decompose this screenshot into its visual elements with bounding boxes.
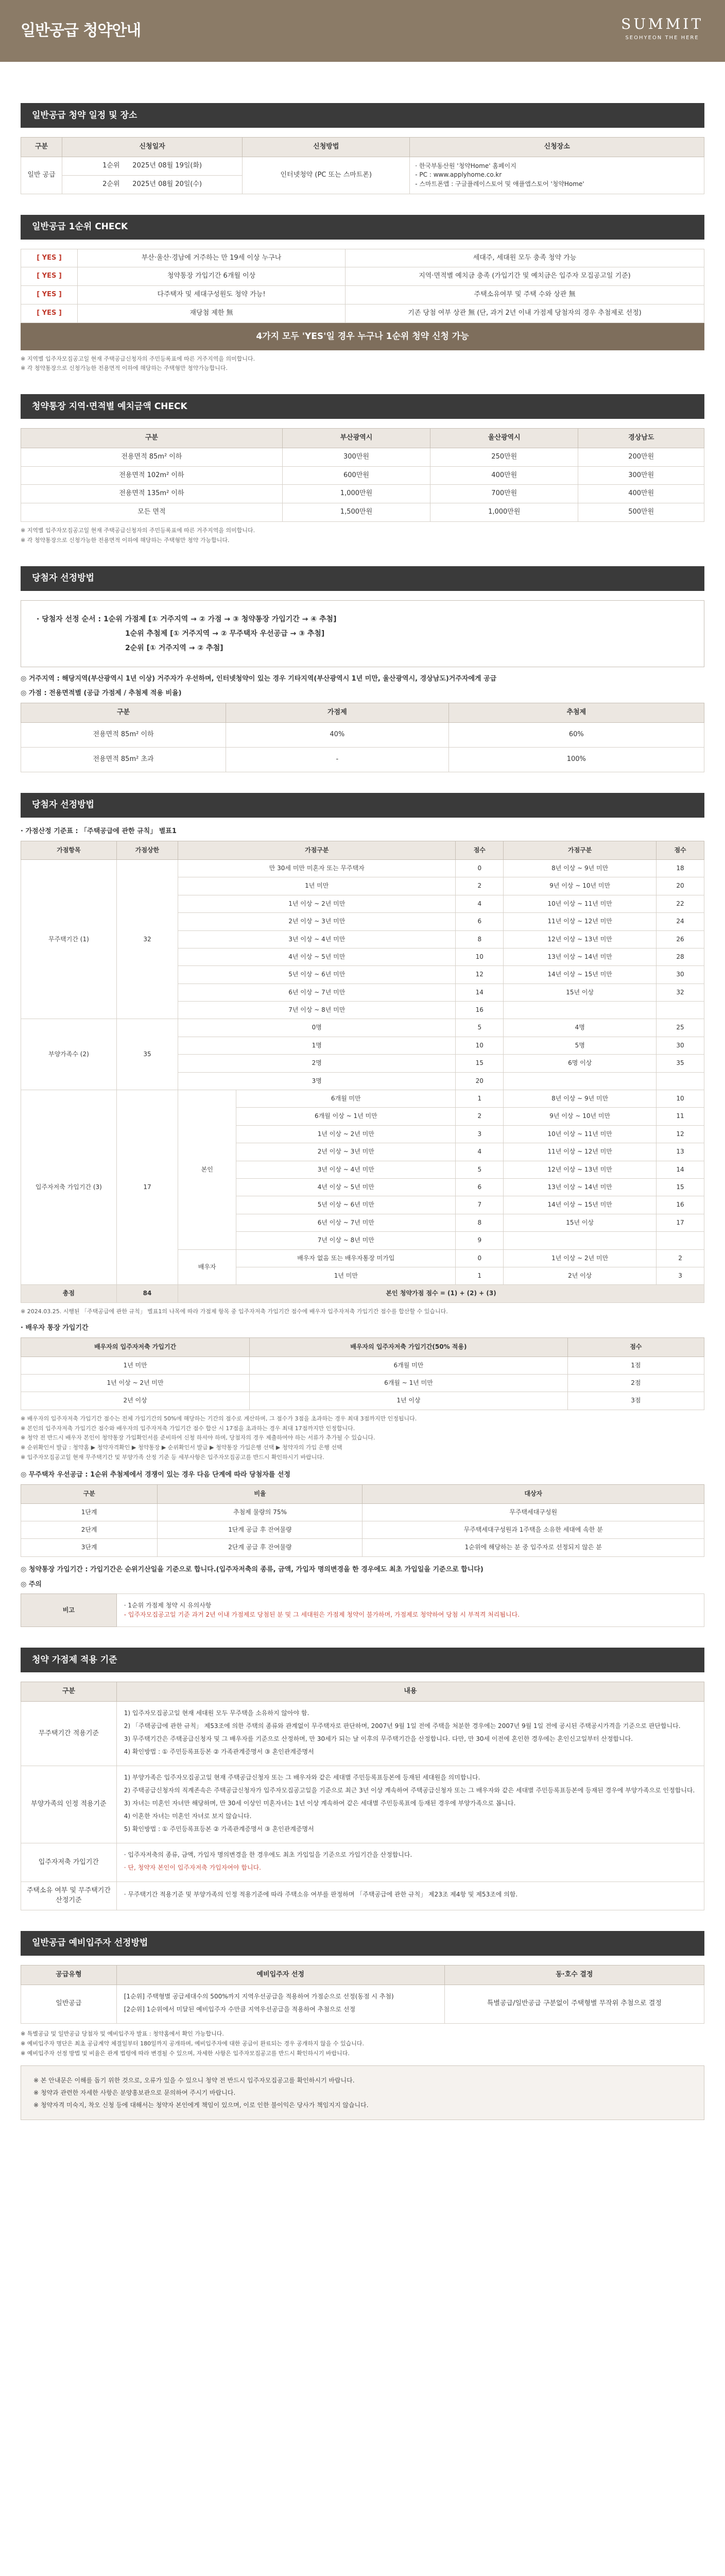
td: 600만원	[282, 466, 430, 485]
line: 3) 자녀는 미혼인 자녀만 해당하며, 만 30세 이상인 미혼자녀는 1년 이상 계속하여 같은 세대별 주민등록표에 등재된 경우에 부양가족으로 봅니다.	[124, 1799, 516, 1807]
order-line: · 당첨자 선정 순서 : 1순위 가점제 [① 거주지역 → ② 가점 → ③ 청약통장 가입기간 → ④ 추첨]	[37, 615, 337, 623]
td: 4년 이상 ~ 5년 미만	[178, 948, 456, 965]
td	[504, 1232, 657, 1249]
td	[657, 1232, 704, 1249]
td: 13년 이상 ~ 14년 미만	[504, 1179, 657, 1196]
td-group: 일반 공급	[21, 157, 62, 194]
note: ※ 각 청약통장으로 신청가능한 전용면적 이하에 해당하는 주택형만 청약가능합니다.	[21, 365, 228, 372]
check-question: 재당첨 제한 無	[78, 304, 346, 323]
td: 7년 이상 ~ 8년 미만	[178, 1002, 456, 1019]
td: 8	[456, 1214, 504, 1231]
td: 1년 이상 ~ 2년 미만	[504, 1249, 657, 1267]
check-question: 다주택자 및 세대구성원도 청약 가능!	[78, 286, 346, 304]
td: 11년 이상 ~ 12년 미만	[504, 913, 657, 930]
score-section	[21, 793, 704, 1627]
th: 점수	[456, 841, 504, 859]
td: 11년 이상 ~ 12년 미만	[504, 1143, 657, 1161]
td-method: 인터넷청약 (PC 또는 스마트폰)	[243, 157, 410, 194]
td: 14년 이상 ~ 15년 미만	[504, 966, 657, 984]
td: 3단계	[21, 1539, 158, 1556]
td: 26	[657, 930, 704, 948]
item-label: 부양가족수 (2)	[21, 1019, 117, 1090]
disclaimer-line: ※ 본 안내문은 이해를 돕기 위한 것으로, 오류가 있을 수 있으니 청약 전 반드시 입주자모집공고를 확인하시기 바랍니다.	[33, 2077, 355, 2084]
td: 100%	[448, 747, 704, 772]
first-rank-check-section	[21, 215, 704, 374]
td: 1,500만원	[282, 503, 430, 522]
check-summary: 4가지 모두 'YES'일 경우 누구나 1순위 청약 신청 가능	[21, 323, 704, 350]
line: 1) 부양가족은 입주자모집공고일 현재 주택공급신청자 또는 그 배우자와 같은 세대별 주민등록표등본에 등재된 세대원을 의미합니다.	[124, 1773, 480, 1781]
td: 10년 이상 ~ 11년 미만	[504, 1125, 657, 1143]
page-title: 일반공급 청약안내	[21, 22, 141, 40]
total-formula: 본인 청약가점 점수 = (1) + (2) + (3)	[178, 1285, 704, 1302]
table-row	[21, 1019, 704, 1037]
td: 6개월 미만	[236, 1090, 456, 1108]
score-table	[21, 841, 704, 1303]
sub-label: 본인	[178, 1090, 236, 1250]
td: 10	[456, 948, 504, 965]
line: 4) 이혼한 자녀는 미혼인 자녀로 보지 않습니다.	[124, 1812, 252, 1820]
reserve-section	[21, 1931, 704, 2121]
schedule-table	[21, 137, 704, 194]
note: ※ 각 청약통장으로 신청가능한 전용면적 이하에 해당하는 주택형만 청약 가능합니다.	[21, 536, 230, 544]
th: 가점구분	[504, 841, 657, 859]
td: 5명	[504, 1037, 657, 1054]
line: 1) 입주자모집공고일 현재 세대원 모두 무주택을 소유하지 않아야 함.	[124, 1709, 309, 1717]
td: 13년 이상 ~ 14년 미만	[504, 948, 657, 965]
disclaimer-line: ※ 청약과 관련한 자세한 사항은 분양홍보관으로 문의하여 주시기 바랍니다.	[33, 2089, 236, 2097]
td: 24	[657, 913, 704, 930]
th: 가점상한	[116, 841, 178, 859]
td: 전용면적 135m² 이하	[21, 485, 283, 503]
priority-table	[21, 1484, 704, 1557]
td: 12	[657, 1125, 704, 1143]
deposit-table	[21, 428, 704, 522]
td	[657, 1072, 704, 1090]
td: 5	[456, 1161, 504, 1178]
td: 2년 이상	[504, 1267, 657, 1284]
order-box	[21, 600, 704, 667]
th: 공급유형	[21, 1965, 117, 1985]
th: 신청방법	[243, 138, 410, 157]
note: ※ 예비입주자 선정 방법 및 비율은 관계 법령에 따라 변경될 수 있으며, 자세한 사항은 입주자모집공고를 반드시 확인하시기 바랍니다.	[21, 2050, 350, 2057]
td: 0	[456, 859, 504, 877]
td: 특별공급/일반공급 구분없이 주택형별 무작위 추첨으로 결정	[444, 1985, 704, 2023]
yes-tag: [ YES ]	[21, 267, 78, 286]
td: 25	[657, 1019, 704, 1037]
note: ※ 본인의 입주자저축 가입기간 점수와 배우자의 입주자저축 가입기간 점수 합산 시 17점을 초과하는 경우 최대 17점까지만 인정합니다.	[21, 1425, 355, 1432]
period-title: ◎ 청약통장 가입기간 : 가입기간은 순위기산일을 기준으로 합니다.(입주자저축의 종류, 금액, 가입자 명의변경을 한 경우에도 최초 가입일을 기준으로 합니다)	[21, 1565, 484, 1573]
th: 대상자	[362, 1485, 704, 1503]
td: 22	[657, 895, 704, 912]
td: 1,000만원	[282, 485, 430, 503]
th: 신청장소	[410, 138, 704, 157]
td-label: 무주택기간 적용기준	[21, 1701, 117, 1766]
td	[62, 157, 243, 175]
logo-text: SUMMIT	[621, 15, 703, 32]
td-content	[116, 1882, 704, 1910]
td: 전용면적 85m² 이하	[21, 448, 283, 466]
th: 동·호수 결정	[444, 1965, 704, 1985]
etc-line: - 입주자모집공고일 기준 과거 2년 이내 가점제로 당첨된 분 및 그 세대원은 가점제 청약이 불가하며, 가점제로 청약하여 당첨 시 부적격 처리됩니다.	[124, 1611, 520, 1618]
td: 15년 이상	[504, 984, 657, 1001]
td: 30	[657, 1037, 704, 1054]
round-date: 2025년 08월 20일(수)	[132, 180, 202, 188]
td: 12년 이상 ~ 13년 미만	[504, 930, 657, 948]
schedule-section	[21, 103, 704, 194]
notes	[21, 1414, 704, 1462]
section-title: 청약 가점제 적용 기준	[21, 1648, 704, 1672]
td: 2단계	[21, 1521, 158, 1538]
td: 2점	[567, 1375, 704, 1392]
td: 3	[657, 1267, 704, 1284]
td: 5	[456, 1019, 504, 1037]
item-max: 17	[116, 1090, 178, 1285]
td: 4	[456, 895, 504, 912]
line: · 단, 청약자 본인이 입주자저축 가입자여야 합니다.	[124, 1863, 261, 1871]
td: 17	[657, 1214, 704, 1231]
td: 4	[456, 1143, 504, 1161]
td: 15	[657, 1179, 704, 1196]
total-max: 84	[116, 1285, 178, 1302]
td: 700만원	[430, 485, 578, 503]
notes	[21, 526, 704, 545]
item-max: 32	[116, 859, 178, 1019]
th: 가점항목	[21, 841, 117, 859]
td: 200만원	[578, 448, 704, 466]
td: 3년 이상 ~ 4년 미만	[178, 930, 456, 948]
criteria-section	[21, 1648, 704, 1910]
brand-logo	[621, 16, 703, 42]
note: ※ 특별공급 및 일반공급 당첨자 및 예비입주자 발표 : 청약홈에서 확인 가능합니다.	[21, 2030, 224, 2037]
line: · 무주택기간 적용기준 및 부양가족의 인정 적용기준에 따라 주택소유 여부를 판정하며 「주택공급에 관한 규칙」 제23조 제4항 및 제53조에 의함.	[124, 1891, 518, 1899]
td	[657, 1002, 704, 1019]
td: 14	[657, 1161, 704, 1178]
criteria: · 가점산정 기준표 : 「주택공급에 관한 규칙」 별표1	[21, 827, 177, 835]
td: 추첨제 물량의 75%	[158, 1503, 362, 1521]
td: 6개월 ~ 1년 미만	[250, 1375, 567, 1392]
td: 무주택세대구성원	[362, 1503, 704, 1521]
item-label: 입주자저축 가입기간 (3)	[21, 1090, 117, 1285]
sub-label: 배우자	[178, 1249, 236, 1285]
td: 2년 이상 ~ 3년 미만	[236, 1143, 456, 1161]
round-label: 1순위	[102, 161, 120, 170]
td	[62, 175, 243, 194]
td: 8년 이상 ~ 9년 미만	[504, 1090, 657, 1108]
td: 2	[456, 1108, 504, 1125]
td: 400만원	[578, 485, 704, 503]
line: 2) 「주택공급에 관한 규칙」 제53조에 의한 주택의 종류와 관계없이 무주택자로 판단하며, 2007년 9월 1일 전에 주택을 처분한 경우에는 2007년 9월 1일 전에 공시된 주택공시가격을 기준으로 판단합니다.	[124, 1722, 681, 1730]
td: 20	[456, 1072, 504, 1090]
td: 1년 미만	[178, 877, 456, 895]
td: 1단계 공급 후 잔여물량	[158, 1521, 362, 1538]
section-title: 당첨자 선정방법	[21, 566, 704, 591]
th: 울산광역시	[430, 428, 578, 448]
td: 2년 이상	[21, 1392, 250, 1410]
td: 10	[657, 1090, 704, 1108]
td: 11	[657, 1108, 704, 1125]
td: 1년 이상 ~ 2년 미만	[178, 895, 456, 912]
td: 40%	[226, 723, 449, 748]
disclaimer-line: ※ 청약자격 미숙지, 착오 신청 등에 대해서는 청약자 본인에게 책임이 있으며, 이로 인한 불이익은 당사가 책임지지 않습니다.	[33, 2102, 369, 2109]
td: 3점	[567, 1392, 704, 1410]
td: 0명	[178, 1019, 456, 1037]
order-line: 2순위 [① 거주지역 → ② 추첨]	[125, 643, 223, 652]
etc-line: · 1순위 가점제 청약 시 유의사항	[124, 1602, 212, 1609]
td-content	[116, 1843, 704, 1882]
td: 1점	[567, 1357, 704, 1374]
section-title: 일반공급 1순위 CHECK	[21, 215, 704, 240]
item-max: 35	[116, 1019, 178, 1090]
th: 배우자의 입주자저축 가입기간(50% 적용)	[250, 1338, 567, 1357]
td-content	[116, 1701, 704, 1766]
td: 전용면적 102m² 이하	[21, 466, 283, 485]
line: [2순위] 1순위에서 미달된 예비입주자 수만큼 지역우선공급을 적용하여 추첨으로 선정	[124, 2005, 356, 2013]
section-title: 당첨자 선정방법	[21, 793, 704, 818]
td: 4명	[504, 1019, 657, 1037]
td	[504, 1072, 657, 1090]
item-label: 무주택기간 (1)	[21, 859, 117, 1019]
td: 6명 이상	[504, 1055, 657, 1072]
reserve-table	[21, 1965, 704, 2024]
line: 3) 무주택기간은 주택공급신청자 및 그 배우자를 기준으로 산정하며, 만 30세가 되는 날 이후의 무주택기간을 산정합니다. 다만, 만 30세 이전에 혼인한 경우에는 혼인신고일부터 산정합니다.	[124, 1735, 633, 1742]
note: ※ 배우자의 입주자저축 가입기간 점수는 전체 가입기간의 50%에 해당하는 기간의 점수로 계산하며, 그 점수가 3점을 초과하는 경우 최대 3점까지만 인정됩니다.	[21, 1415, 417, 1422]
td: 1년 이상 ~ 2년 미만	[21, 1375, 250, 1392]
th: 신청일자	[62, 138, 243, 157]
td: 1명	[178, 1037, 456, 1054]
td: 모든 면적	[21, 503, 283, 522]
etc-table	[21, 1594, 704, 1627]
check-answer: 주택소유여부 및 주택 수와 상관 無	[346, 286, 704, 304]
round-label: 2순위	[102, 180, 120, 188]
td: 32	[657, 984, 704, 1001]
td: 1년 이상 ~ 2년 미만	[236, 1125, 456, 1143]
note: ※ 입주자모집공고일 현재 무주택기간 및 부양가족 산정 기준 등 세부사항은 입주자모집공고를 반드시 확인하시기 바랍니다.	[21, 1453, 324, 1461]
td-label: 주택소유 여부 및 무주택기간 산정기준	[21, 1882, 117, 1910]
place-line: - 스마트폰앱 : 구글플레이스토어 및 애플앱스토어 '청약Home'	[415, 180, 584, 188]
td: 1단계	[21, 1503, 158, 1521]
spouse-title: · 배우자 통장 가입기간	[21, 1324, 89, 1332]
local-note: ◎ 거주지역 : 해당지역(부산광역시 1년 이상) 거주자가 우선하며, 인터넷청약이 있는 경우 기타지역(부산광역시 1년 미만, 울산광역시, 경상남도)거주자에게 공급	[21, 674, 497, 683]
round-date: 2025년 08월 19일(화)	[132, 161, 202, 170]
yes-tag: [ YES ]	[21, 249, 78, 267]
yes-tag: [ YES ]	[21, 304, 78, 323]
td: 8	[456, 930, 504, 948]
note: ※ 청약 전 반드시 배우자 본인이 청약통장 가입확인서를 준비하여 신청 하셔야 하며, 당첨자의 경우 제출하여야 하는 서류가 추가될 수 있습니다.	[21, 1434, 375, 1442]
td: 30	[657, 966, 704, 984]
td: 12년 이상 ~ 13년 미만	[504, 1161, 657, 1178]
criteria-table	[21, 1682, 704, 1910]
td: 14년 이상 ~ 15년 미만	[504, 1196, 657, 1214]
td: 2년 이상 ~ 3년 미만	[178, 913, 456, 930]
td: 1,000만원	[430, 503, 578, 522]
th: 예비입주자 선정	[116, 1965, 444, 1985]
th: 가점구분	[178, 841, 456, 859]
note: ※ 순위확인서 발급 : 청약홈 ▶ 청약자격확인 ▶ 청약통장 ▶ 순위확인서 발급 ▶ 청약통장 가입은행 선택 ▶ 청약자의 가입 은행 선택	[21, 1444, 342, 1451]
line: [1순위] 주택형별 공급세대수의 500%까지 지역우선공급을 적용하여 가점순으로 선정(동점 시 추첨)	[124, 1992, 394, 2000]
td: 20	[657, 877, 704, 895]
table-row	[21, 859, 704, 877]
td: 2	[456, 877, 504, 895]
td: 250만원	[430, 448, 578, 466]
priority-title: ◎ 무주택자 우선공급 : 1순위 추첨제에서 경쟁이 있는 경우 다음 단계에 따라 당첨자를 선정	[21, 1471, 290, 1479]
th: 비고	[21, 1594, 117, 1627]
th: 구분	[21, 1682, 117, 1702]
td: 7	[456, 1196, 504, 1214]
td: 9년 이상 ~ 10년 미만	[504, 1108, 657, 1125]
td-content	[116, 1766, 704, 1843]
td: 500만원	[578, 503, 704, 522]
th: 내용	[116, 1682, 704, 1702]
deposit-section	[21, 394, 704, 546]
spouse-table	[21, 1337, 704, 1410]
winner-method-section	[21, 566, 704, 772]
order-line: 1순위 추첨제 [① 거주지역 → ② 무주택자 우선공급 → ③ 추첨]	[125, 629, 325, 638]
td: 1년 미만	[236, 1267, 456, 1284]
note: ※ 예비입주자 명단은 최초 공급계약 체결일부터 180일까지 공개하며, 예비입주자에 대한 공급이 완료되는 경우 공개하지 않을 수 있습니다.	[21, 2040, 364, 2047]
td: 무주택세대구성원과 1주택을 소유한 세대에 속한 분	[362, 1521, 704, 1538]
td: 2명	[178, 1055, 456, 1072]
td: 9	[456, 1232, 504, 1249]
td: 1년 미만	[21, 1357, 250, 1374]
td: 1년 이상	[250, 1392, 567, 1410]
check-answer: 지역·면적별 예치금 충족 (가입기간 및 예치금은 입주자 모집공고일 기준)	[346, 267, 704, 286]
ratio-title: ◎ 가점 : 전용면적별 (공급 가점제 / 추첨제 적용 비율)	[21, 689, 182, 698]
td: 전용면적 85m² 초과	[21, 747, 226, 772]
table-row	[21, 1090, 704, 1108]
account-rows	[21, 1090, 704, 1285]
notes	[21, 2029, 704, 2059]
th: 점수	[567, 1338, 704, 1357]
th: 배우자의 입주자저축 가입기간	[21, 1338, 250, 1357]
place-line: - PC : www.applyhome.co.kr	[415, 171, 502, 179]
place-line: · 한국부동산원 '청약Home' 홈페이지	[415, 162, 516, 170]
notes	[21, 354, 704, 374]
td: 3년 이상 ~ 4년 미만	[236, 1161, 456, 1178]
th: 구분	[21, 1485, 158, 1503]
yes-tag: [ YES ]	[21, 286, 78, 304]
td: 60%	[448, 723, 704, 748]
td: 1순위에 해당하는 분 중 입주자로 선정되지 않은 분	[362, 1539, 704, 1556]
th: 가점제	[226, 703, 449, 723]
check-answer: 기존 당첨 여부 상관 無 (단, 과거 2년 이내 가점제 당첨자의 경우 추첨제로 선정)	[346, 304, 704, 323]
td: 3	[456, 1125, 504, 1143]
td: 일반공급	[21, 1985, 117, 2023]
td: 6년 이상 ~ 7년 미만	[236, 1214, 456, 1231]
ratio-table	[21, 703, 704, 772]
td: 만 30세 미만 미혼자 또는 무주택자	[178, 859, 456, 877]
td: 2단계 공급 후 잔여물량	[158, 1539, 362, 1556]
td: 6개월 미만	[250, 1357, 567, 1374]
line: 4) 확인방법 : ① 주민등록표등본 ② 가족관계증명서 ③ 혼인관계증명서	[124, 1748, 314, 1755]
td: 9년 이상 ~ 10년 미만	[504, 877, 657, 895]
line: 5) 확인방법 : ① 주민등록표등본 ② 가족관계증명서 ③ 혼인관계증명서	[124, 1825, 314, 1833]
td-place	[410, 157, 704, 194]
check-answer: 세대주, 세대원 모두 충족 청약 가능	[346, 249, 704, 267]
td: 15년 이상	[504, 1214, 657, 1231]
td: 10	[456, 1037, 504, 1054]
nohouse-rows	[21, 859, 704, 1019]
th: 구분	[21, 703, 226, 723]
td-label: 입주자저축 가입기간	[21, 1843, 117, 1882]
td: 300만원	[578, 466, 704, 485]
td: -	[226, 747, 449, 772]
td: 1	[456, 1267, 504, 1284]
td: 14	[456, 984, 504, 1001]
td: 배우자 없음 또는 배우자통장 미가입	[236, 1249, 456, 1267]
section-title: 일반공급 청약 일정 및 장소	[21, 103, 704, 128]
td: 6	[456, 913, 504, 930]
section-title: 청약통장 지역·면적별 예치금액 CHECK	[21, 394, 704, 419]
td: 3명	[178, 1072, 456, 1090]
logo-subtext: SEOHYEON THE HERE	[625, 35, 699, 41]
td: 300만원	[282, 448, 430, 466]
note: ※ 2024.03.25. 시행된 「주택공급에 관한 규칙」 별표1의 나목에 따라 가점제 항목 중 입주자저축 가입기간 점수에 배우자 입주자저축 가입기간 점수를 합산할 수 있습니다.	[21, 1308, 448, 1315]
th: 비율	[158, 1485, 362, 1503]
td: 전용면적 85m² 이하	[21, 723, 226, 748]
check-table	[21, 249, 704, 323]
td: 6	[456, 1179, 504, 1196]
note: ※ 지역별 입주자모집공고일 현재 주택공급신청자의 주민등록표에 따른 거주지역을 의미합니다.	[21, 355, 255, 362]
hero-banner	[0, 0, 725, 62]
td: 28	[657, 948, 704, 965]
td: 15	[456, 1055, 504, 1072]
td: 16	[456, 1002, 504, 1019]
td-content	[116, 1985, 444, 2023]
td: 0	[456, 1249, 504, 1267]
note: ※ 지역별 입주자모집공고일 현재 주택공급신청자의 주민등록표에 따른 거주지역을 의미합니다.	[21, 527, 255, 534]
total-label: 총점	[21, 1285, 117, 1302]
td: 6개월 이상 ~ 1년 미만	[236, 1108, 456, 1125]
th: 부산광역시	[282, 428, 430, 448]
td: 1	[456, 1090, 504, 1108]
td: 5년 이상 ~ 6년 미만	[178, 966, 456, 984]
th: 구분	[21, 428, 283, 448]
section-title: 일반공급 예비입주자 선정방법	[21, 1931, 704, 1956]
td: 18	[657, 859, 704, 877]
td: 8년 이상 ~ 9년 미만	[504, 859, 657, 877]
td: 16	[657, 1196, 704, 1214]
th: 점수	[657, 841, 704, 859]
td: 5년 이상 ~ 6년 미만	[236, 1196, 456, 1214]
check-question: 청약통장 가입기간 6개월 이상	[78, 267, 346, 286]
notes	[21, 1307, 704, 1317]
td	[504, 1002, 657, 1019]
line: 2) 주택공급신청자의 직계존속은 주택공급신청자가 입주자모집공고일을 기준으로 최근 3년 이상 계속하여 주택공급신청자 또는 그 배우자와 같은 세대별 주민등록표등본에 등재된 경우에 부양가족으로 인정합니다.	[124, 1786, 695, 1794]
td-label: 부양가족의 인정 적용기준	[21, 1766, 117, 1843]
td: 10년 이상 ~ 11년 미만	[504, 895, 657, 912]
etc-content	[116, 1594, 704, 1627]
check-question: 부산·울산·경남에 거주하는 만 19세 이상 누구나	[78, 249, 346, 267]
family-rows	[21, 1019, 704, 1090]
th: 구분	[21, 138, 62, 157]
th: 경상남도	[578, 428, 704, 448]
td: 2	[657, 1249, 704, 1267]
td: 400만원	[430, 466, 578, 485]
th: 추첨제	[448, 703, 704, 723]
td: 6년 이상 ~ 7년 미만	[178, 984, 456, 1001]
line: · 입주자저축의 종류, 금액, 가입자 명의변경을 한 경우에도 최초 가입일을 기준으로 가입기간을 산정합니다.	[124, 1851, 412, 1858]
td: 4년 이상 ~ 5년 미만	[236, 1179, 456, 1196]
td: 13	[657, 1143, 704, 1161]
td: 35	[657, 1055, 704, 1072]
disclaimer-box	[21, 2065, 704, 2120]
td: 12	[456, 966, 504, 984]
td: 7년 이상 ~ 8년 미만	[236, 1232, 456, 1249]
etc-title: ◎ 주의	[21, 1580, 42, 1588]
